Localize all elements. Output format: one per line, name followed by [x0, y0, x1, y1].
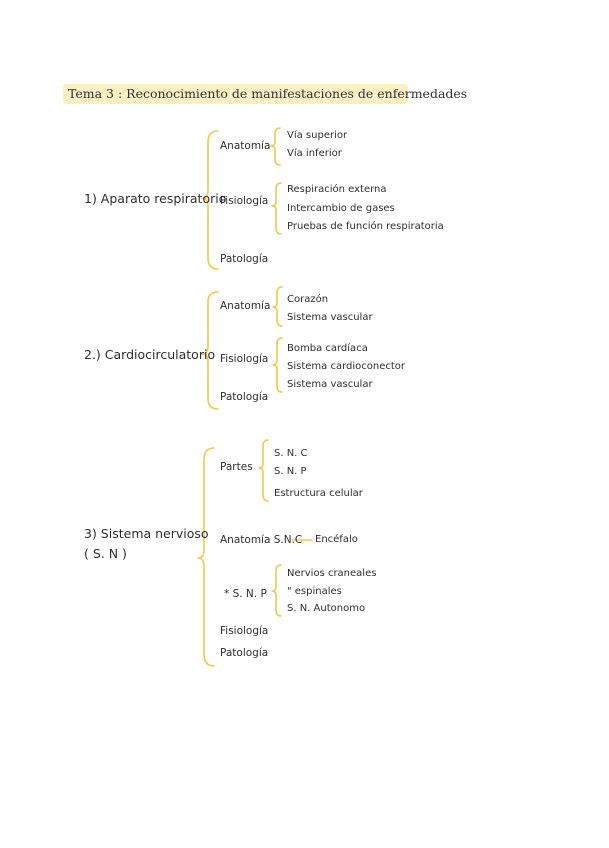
page-title: Tema 3 : Reconocimiento de manifestaciones de enfermedades	[68, 86, 468, 101]
nervios-craneales: Nervios craneales	[287, 568, 377, 579]
corazon: Corazón	[287, 294, 329, 305]
sistema-vascular-2: Sistema vascular	[287, 379, 373, 390]
section-cardiocirculatorio: 2.) Cardiocirculatorio	[84, 347, 216, 362]
brace-snp	[272, 565, 281, 616]
brace-fisiologia-2	[273, 338, 282, 392]
snp-part-item: S. N. P	[274, 466, 307, 477]
fisiologia-label-3: Fisiología	[220, 625, 269, 637]
estructura-celular: Estructura celular	[274, 488, 363, 499]
pruebas-funcion: Pruebas de función respiratoria	[287, 221, 444, 232]
bomba-cardiaca: Bomba cardíaca	[287, 343, 368, 354]
patologia-label-2: Patología	[220, 391, 269, 403]
sistema-cardioconector: Sistema cardioconector	[287, 361, 406, 372]
section-sn-abbrev: ( S. N )	[84, 546, 127, 561]
sistema-vascular: Sistema vascular	[287, 312, 373, 323]
via-superior: Vía superior	[287, 130, 348, 141]
sn-autonomo: S. N. Autonomo	[287, 603, 366, 614]
nervios-espinales: " espinales	[287, 586, 342, 597]
intercambio-gases: Intercambio de gases	[287, 203, 395, 214]
partes-label: Partes	[220, 461, 253, 473]
patologia-label-1: Patología	[220, 253, 269, 265]
section-respiratorio: 1) Aparato respiratorio	[84, 191, 227, 206]
brace-nervioso	[198, 448, 214, 666]
fisiologia-label-2: Fisiología	[220, 353, 269, 365]
brace-anatomia-1	[271, 128, 280, 165]
snc-item: S. N. C	[274, 448, 308, 459]
respiracion-externa: Respiración externa	[287, 184, 387, 195]
brace-anatomia-2	[273, 287, 282, 326]
patologia-label-3: Patología	[220, 647, 269, 659]
section-sistema-nervioso: 3) Sistema nervioso	[84, 526, 209, 541]
anatomia-label-1: Anatomía	[220, 140, 271, 152]
fisiologia-label-1: Fisiología	[220, 195, 269, 207]
encefalo: Encéfalo	[315, 534, 358, 545]
anatomia-snc-label: Anatomía S.N.C	[220, 534, 303, 546]
brace-fisiologia-1	[272, 183, 281, 234]
snp-label: * S. N. P	[224, 588, 267, 600]
via-inferior: Vía inferior	[287, 148, 342, 159]
brace-partes	[259, 440, 268, 501]
anatomia-label-2: Anatomía	[220, 300, 271, 312]
